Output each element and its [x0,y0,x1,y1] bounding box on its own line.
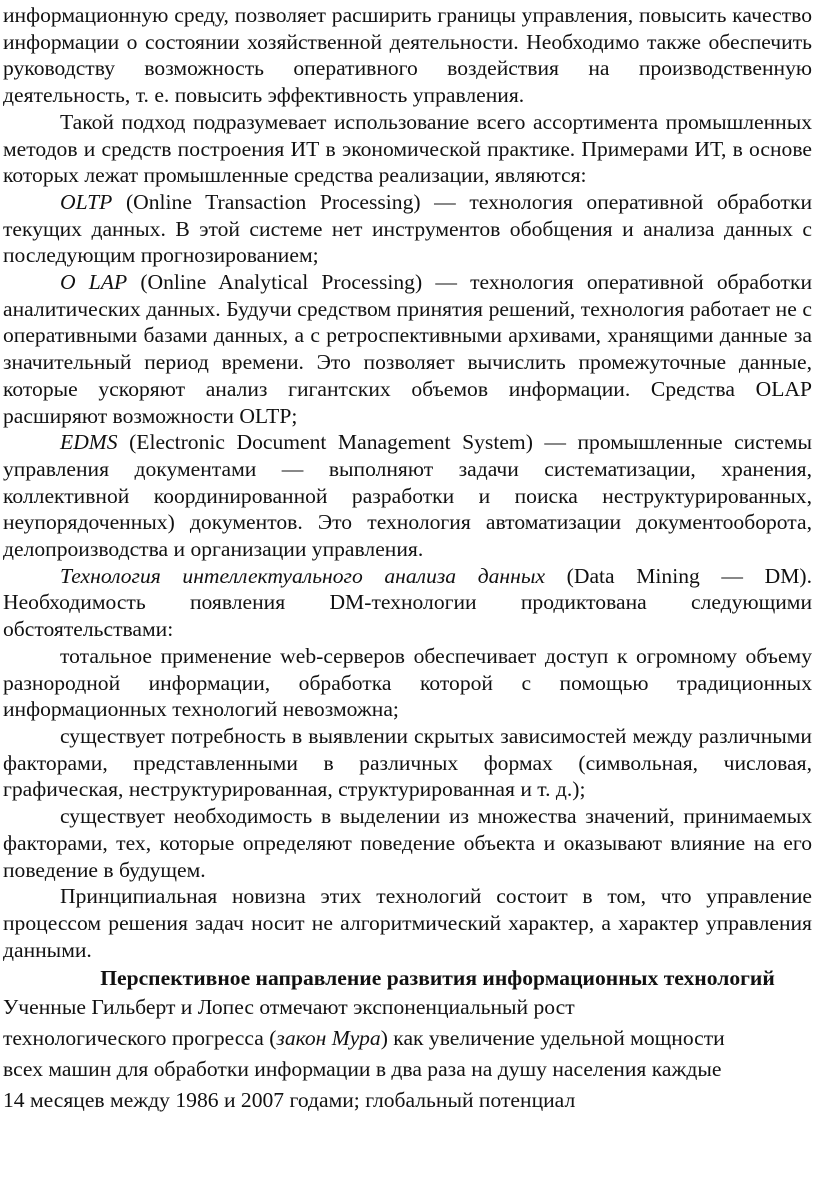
text-fragment: ) как увеличение удельной мощности [380,1026,725,1051]
paragraph-text: существует необходимость в выделении из множества значений, принимаемых факторами, тех, которые определяют поведение объекта и оказывают влияние на его поведение в будущем. [3,804,812,882]
section-heading: Перспективное направление развития информационных технологий [100,966,775,991]
paragraph-data-mining [3,563,812,643]
paragraph-continuation [3,2,812,109]
text-line: всех машин для обработки информации в два раза на душу населения каждые [3,1057,722,1082]
text-fragment: технологического прогресса ( [3,1026,277,1051]
paragraph-reason-web [3,643,812,723]
paragraph-text: (Electronic Document Management System) — промышленные системы управления документами — выполняют задачи систематизации, хранения, коллективной координированной разработки и поиска неструктурированных, неупорядоченных) документов. Это технология автоматизации документооборота, делопроизводства и организации управления. [3,430,812,562]
term-moore-law: закон Мура [276,1026,381,1051]
paragraph-olap [3,269,812,429]
term-oltp: OLTP [60,189,113,214]
term-edms: EDMS [60,430,118,455]
paragraph-text: Принципиальная новизна этих технологий состоит в том, что управление процессом решения задач носит не алгоритмический характер, а характер управления данными. [3,884,812,962]
term-data-mining: Технология интеллектуального анализа данных [60,563,546,588]
paragraph-text: (Online Transaction Processing) — технология оперативной обработки текущих данных. В этой системе нет инструментов обобщения и анализа данных с последующим прогнозированием; [3,189,812,268]
text-line: Ученные Гильберт и Лопес отмечают экспоненциальный рост [3,995,575,1020]
paragraph-approach [3,109,812,189]
paragraph-edms [3,429,812,563]
paragraph-reason-dependencies [3,723,812,803]
paragraph-reason-values [3,803,812,883]
paragraph-text: существует потребность в выявлении скрытых зависимостей между различными факторами, представленными в различных формах (символьная, числовая, графическая, неструктурированная, структурированная и т. д.); [3,723,812,802]
text-line: 14 месяцев между 1986 и 2007 годами; глобальный потенциал [3,1088,576,1113]
paragraph-text: тотальное применение web-серверов обеспечивает доступ к огромному объему разнородной информации, обработка которой с помощью традиционных информационных технологий невозможна; [3,643,812,722]
paragraph-text: информационную среду, позволяет расширить границы управления, повысить качество информации о состоянии хозяйственной деятельности. Необходимо также обеспечить руководству возможность оперативного воздействия на производственную деятельность, т. е. повысить эффективность управления. [3,3,812,108]
paragraph-text: Такой подход подразумевает использование всего ассортимента промышленных методов и средств построения ИТ в экономической практике. Примерами ИТ, в основе которых лежат промышленные средства реализации, являются: [3,109,812,188]
term-olap: O LAP [60,270,128,295]
paragraph-oltp [3,189,812,269]
paragraph-text: (Online Analytical Processing) — технология оперативной обработки аналитических данных. Будучи средством принятия решений, технология работает не с оперативными базами данных, а с ретроспективными архивами, хранящими данные за значительный период времени. Это позволяет вычислить промежуточные данные, которые ускоряют анализ гигантских объемов информации. Средства OLAP расширяют возможности OLTP; [3,270,812,428]
text-line [3,1023,803,1054]
paragraph-moore-law [3,992,803,1116]
paragraph-text: (Data Mining — DM). Необходимость появления DM-технологии продиктована следующими обстоятельствами: [3,563,812,642]
paragraph-novelty [3,883,812,963]
